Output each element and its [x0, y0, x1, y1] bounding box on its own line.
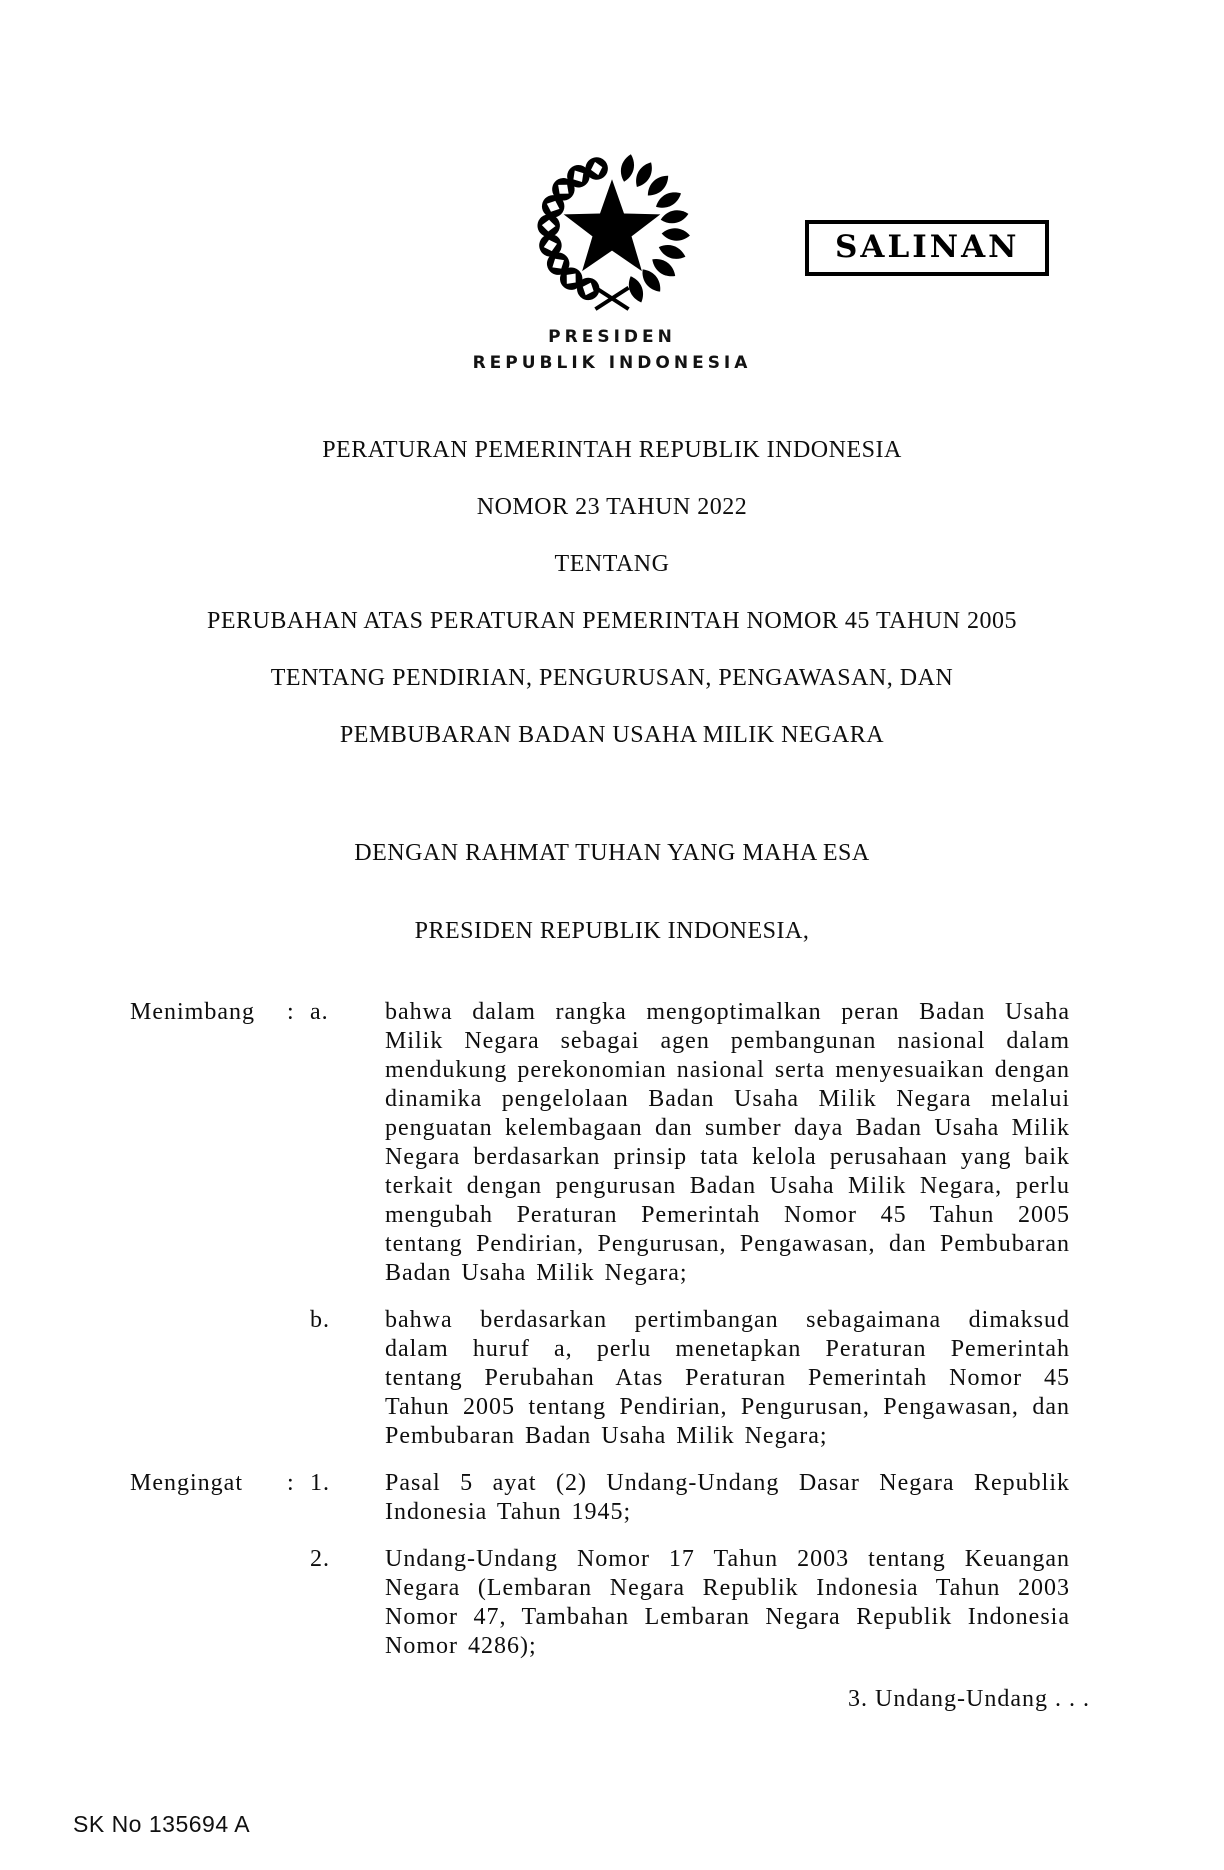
- title-line-subject-1: PERUBAHAN ATAS PERATURAN PEMERINTAH NOMOR 45 TAHUN 2005: [206, 608, 1018, 634]
- title-line-subject-2: TENTANG PENDIRIAN, PENGURUSAN, PENGAWASAN, DAN: [270, 665, 954, 691]
- letterhead-presiden: PRESIDEN: [548, 327, 676, 347]
- legal-basis-item-2: [310, 1545, 1070, 1661]
- enacting-authority-line: PRESIDEN REPUBLIK INDONESIA,: [414, 918, 810, 944]
- section-label: Mengingat: [130, 1470, 243, 1496]
- salinan-stamp-label: SALINAN: [835, 229, 1020, 265]
- section-items: [310, 998, 1070, 1451]
- consideration-item-b: [310, 1306, 1070, 1451]
- letterhead: [0, 0, 1224, 374]
- section-mengingat: [130, 1469, 1070, 1661]
- section-colon: :: [287, 999, 295, 1025]
- sk-number: SK No 135694 A: [73, 1811, 251, 1837]
- regulation-title-block: [0, 438, 1224, 747]
- document-body: [130, 998, 1070, 1661]
- item-marker: 1.: [310, 1470, 330, 1496]
- item-text: bahwa dalam rangka mengoptimalkan peran Badan Usaha Milik Negara sebagai agen pembangunan nasional dalam mendukung perekonomian nasional serta menyesuaikan dengan dinamika pengelolaan Badan Usaha Milik Negara melalui penguatan kelembagaan dan sumber daya Badan Usaha Milik Negara berdasarkan prinsip tata kelola perusahaan yang baik terkait dengan pengurusan Badan Usaha Milik Negara, perlu mengubah Peraturan Pemerintah Nomor 45 Tahun 2005 tentang Pendirian, Pengurusan, Pengawasan, dan Pembubaran Badan Usaha Milik Negara;: [385, 999, 1070, 1286]
- item-text: Pasal 5 ayat (2) Undang-Undang Dasar Negara Republik Indonesia Tahun 1945;: [385, 1470, 1070, 1525]
- page-catchword: 3. Undang-Undang . . .: [848, 1686, 1090, 1712]
- legal-basis-item-1: [310, 1469, 1070, 1527]
- title-line-subject-3: PEMBUBARAN BADAN USAHA MILIK NEGARA: [339, 722, 885, 748]
- section-label: Menimbang: [130, 999, 255, 1025]
- item-marker: 2.: [310, 1546, 330, 1572]
- section-items: [310, 1469, 1070, 1661]
- title-line-regulation: PERATURAN PEMERINTAH REPUBLIK INDONESIA: [322, 437, 902, 463]
- section-menimbang: [130, 998, 1070, 1451]
- section-colon: :: [287, 1470, 295, 1496]
- salinan-stamp: [805, 220, 1049, 276]
- presidential-star-wreath-emblem-icon: [529, 150, 695, 316]
- consideration-item-a: [310, 998, 1070, 1288]
- title-line-number: NOMOR 23 TAHUN 2022: [476, 494, 748, 520]
- item-text: Undang-Undang Nomor 17 Tahun 2003 tentang Keuangan Negara (Lembaran Negara Republik Indonesia Tahun 2003 Nomor 47, Tambahan Lembaran Negara Republik Indonesia Nomor 4286);: [385, 1546, 1070, 1659]
- letterhead-republik-indonesia: REPUBLIK INDONESIA: [472, 353, 752, 373]
- item-marker: a.: [310, 999, 329, 1025]
- invocation-line: DENGAN RAHMAT TUHAN YANG MAHA ESA: [354, 840, 870, 866]
- title-line-tentang: TENTANG: [554, 551, 670, 577]
- item-text: bahwa berdasarkan pertimbangan sebagaimana dimaksud dalam huruf a, perlu menetapkan Peraturan Pemerintah tentang Perubahan Atas Peraturan Pemerintah Nomor 45 Tahun 2005 tentang Pendirian, Pengurusan, Pengawasan, dan Pembubaran Badan Usaha Milik Negara;: [385, 1307, 1070, 1449]
- item-marker: b.: [310, 1307, 330, 1333]
